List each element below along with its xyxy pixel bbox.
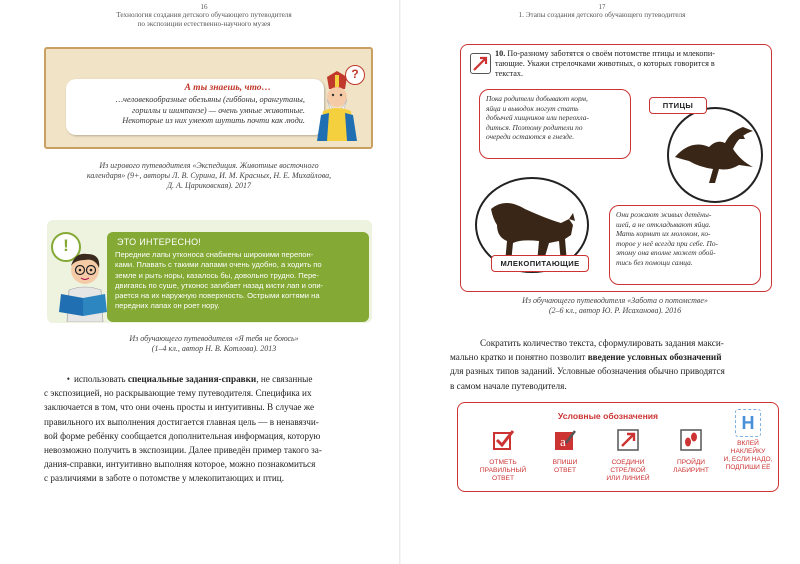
legend-label-line: НАКЛЕЙКУ bbox=[730, 448, 766, 455]
bubble-line: Мать кормит их молоком, ко- bbox=[616, 229, 711, 239]
arrow-icon bbox=[617, 429, 639, 451]
paragraph-line: для разных типов заданий. Условные обозначения обычно приводятся bbox=[450, 366, 725, 377]
page-fold bbox=[399, 0, 401, 564]
box-line: ками. Плавать с такими лапами очень удобно, а ходить по bbox=[115, 260, 322, 270]
bullet: • bbox=[66, 374, 70, 384]
question-mark-icon: ? bbox=[345, 65, 365, 85]
box-title: А ты знаешь, что… bbox=[184, 83, 271, 93]
running-head-line: Технология создания детского обучающего путеводителя bbox=[116, 11, 292, 19]
caption-line: Из обучающего путеводителя «Забота о потомстве» bbox=[522, 296, 708, 305]
paragraph-line bbox=[450, 350, 790, 364]
svg-text:a: a bbox=[560, 434, 566, 449]
legend-item-write bbox=[540, 429, 590, 475]
bubble-line: шей, а не откладывают яйца. bbox=[616, 219, 711, 229]
caption-3 bbox=[460, 296, 770, 316]
text: использовать bbox=[74, 374, 128, 384]
task-number: 10. bbox=[495, 49, 506, 58]
task-text bbox=[495, 49, 765, 78]
bird-circle bbox=[667, 107, 763, 203]
exclamation-icon: ! bbox=[51, 232, 81, 262]
legend-item-maze bbox=[666, 429, 716, 475]
legend-label bbox=[666, 459, 716, 475]
paragraph-line: Сократить количество текста, сформулировать задания макси- bbox=[480, 338, 724, 348]
caption-line: Из игрового путеводителя «Экспедиция. Животные восточного bbox=[99, 161, 319, 170]
caption-line: Из обучающего путеводителя «Я тебя не боюсь» bbox=[129, 334, 299, 343]
paragraph-line: с экспозицией, но раскрывающие тему путеводителя. Специфика их bbox=[44, 388, 312, 399]
legend-item-arrow bbox=[598, 429, 658, 483]
bubble-line: тись без помощи самца. bbox=[616, 257, 693, 267]
right-page bbox=[412, 0, 792, 564]
paragraph-line: в самом начале путеводителя. bbox=[450, 380, 567, 391]
mammal-text-bubble bbox=[609, 205, 761, 285]
bird-text-bubble bbox=[479, 89, 631, 159]
caption-line: (1–4 кл., автор Н. В. Котлова). 2013 bbox=[151, 344, 277, 353]
interesting-box bbox=[47, 220, 372, 323]
box-title: ЭТО ИНТЕРЕСНО! bbox=[117, 237, 202, 247]
interesting-panel bbox=[107, 232, 369, 322]
birds-label: ПТИЦЫ bbox=[649, 97, 707, 114]
caption-1 bbox=[54, 161, 364, 191]
paragraph-line: правильного их выполнения достигается главная цель — в ненавязчи- bbox=[44, 416, 319, 427]
text: По-разному заботятся о своём потомстве птицы и млекопи- bbox=[505, 49, 715, 58]
legend-item-sticker bbox=[720, 409, 776, 472]
did-you-know-box bbox=[44, 47, 373, 149]
bubble-line: Пока родители добывают корм, bbox=[486, 94, 588, 103]
running-head-right: 1. Этапы создания детского обучающего путеводителя bbox=[518, 11, 686, 19]
write-icon bbox=[554, 429, 576, 451]
box-line: …человекообразные обезьяны (гиббоны, орангутаны, bbox=[115, 95, 305, 104]
paragraph-line: с различиями в заботе о потомстве у млекопитающих и птиц. bbox=[44, 473, 285, 484]
box-line: двигаясь по суше, утконос загибает назад кисти лап и опи- bbox=[115, 280, 324, 290]
text: мально кратко и понятно позволит bbox=[450, 352, 588, 363]
legend-label bbox=[598, 459, 658, 483]
bubble-line: яйца и выводок могут стать bbox=[486, 103, 579, 113]
legend-label-line: ОТВЕТ bbox=[492, 475, 514, 482]
page-number-right: 17 bbox=[598, 3, 606, 11]
bubble-line: Они рожают живых детёны- bbox=[616, 210, 712, 219]
footprints-icon bbox=[680, 429, 702, 451]
mammals-label: МЛЕКОПИТАЮЩИЕ bbox=[491, 255, 589, 272]
paragraph-line: невозможно получить в экспозиции. Далее приведён пример такого за- bbox=[44, 445, 322, 456]
paragraph-line: заключается в том, что они очень просты и интуитивны. В случае же bbox=[44, 402, 315, 413]
legend-title: Условные обозначения bbox=[557, 411, 659, 421]
legend-label-line: ИЛИ ЛИНИЕЙ bbox=[606, 475, 650, 482]
paragraph-line: вой форме ребёнку сообщается дополнительная информация, которую bbox=[44, 430, 321, 441]
bold-term: специальные задания-справки bbox=[127, 374, 257, 384]
box-body bbox=[115, 250, 361, 312]
legend-label-line: ПОДПИШИ ЕЁ bbox=[725, 464, 771, 471]
bubble-line: диться. Поэтому родители по bbox=[486, 122, 583, 132]
bubble-line: торое у неё всегда при себе. По- bbox=[616, 238, 718, 248]
legend-label-line: ВКЛЕЙ bbox=[737, 440, 759, 447]
legend-label bbox=[540, 459, 590, 475]
box-line: гориллы и шимпанзе) — очень умные животные. bbox=[132, 105, 305, 115]
task-line: тающие. Укажи стрелочками животных, о которых говорится в bbox=[495, 58, 715, 68]
bubble-line: очереди остаются в гнезде. bbox=[486, 132, 575, 142]
legend-label-line: ОТВЕТ bbox=[554, 467, 576, 474]
bird-silhouette-icon bbox=[669, 109, 761, 201]
box-body bbox=[70, 95, 305, 127]
caption-line: календаря» (9+, авторы Л. В. Сурина, И. М. Красных, Н. Е. Михайлова, bbox=[86, 171, 332, 180]
bubble-line: добычей хищников или переохла- bbox=[486, 113, 589, 123]
legend-box bbox=[457, 402, 779, 492]
sticker-icon: H bbox=[735, 409, 761, 437]
task-line bbox=[495, 49, 765, 59]
box-line: рается на их наружную поверхность. Острыми когтями на bbox=[115, 291, 320, 301]
paragraph-line bbox=[44, 372, 392, 386]
bold-term: введение условных обозначений bbox=[587, 352, 722, 363]
legend-label-line: ПРАВИЛЬНЫЙ bbox=[479, 467, 527, 474]
checkbox-icon bbox=[492, 429, 514, 451]
body-paragraph bbox=[44, 372, 392, 486]
legend-label-line: И, ЕСЛИ НАДО, bbox=[723, 456, 773, 463]
box-line: Передние лапы утконоса снабжены широкими перепон- bbox=[115, 250, 314, 259]
caption-2 bbox=[59, 334, 369, 354]
reading-boy-icon bbox=[53, 250, 113, 322]
legend-label-line: ЛАБИРИНТ bbox=[673, 467, 709, 474]
caption-line: (2–6 кл., автор Ю. Р. Исаханова). 2016 bbox=[548, 306, 682, 315]
legend-label-line: ОТМЕТЬ bbox=[489, 459, 517, 466]
bubble-line: этому она вполне может обой- bbox=[616, 248, 716, 258]
legend-label bbox=[720, 440, 776, 472]
legend-label-line: СОЕДИНИ bbox=[611, 459, 645, 466]
left-page bbox=[14, 0, 394, 564]
box-line: Некоторые из них умеют шутить почти как люди. bbox=[122, 116, 305, 125]
legend-label-line: ПРОЙДИ bbox=[676, 459, 706, 466]
box-line: земле и рыть норы, казалось бы, довольно трудно. Пере- bbox=[115, 270, 319, 280]
box-line: передних лапах он роет нору. bbox=[115, 301, 220, 311]
running-head-line: по экспозиции естественно-научного музея bbox=[137, 20, 271, 28]
body-paragraph bbox=[450, 336, 790, 393]
running-head-left bbox=[14, 11, 394, 29]
task-box bbox=[460, 44, 772, 292]
caption-line: Д. А. Цариковская). 2017 bbox=[166, 181, 252, 190]
legend-label bbox=[474, 459, 532, 483]
legend-label-line: ВПИШИ bbox=[552, 459, 578, 466]
paragraph-line: дания-справки, интуитивно выполняя которое, можно познакомиться bbox=[44, 459, 316, 470]
text: , не связанные bbox=[256, 374, 313, 384]
page-number-left: 16 bbox=[200, 3, 208, 11]
arrow-task-icon bbox=[470, 53, 491, 74]
task-line: текстах. bbox=[495, 68, 524, 78]
legend-label-line: СТРЕЛКОЙ bbox=[610, 467, 646, 474]
legend-item-check bbox=[474, 429, 532, 483]
